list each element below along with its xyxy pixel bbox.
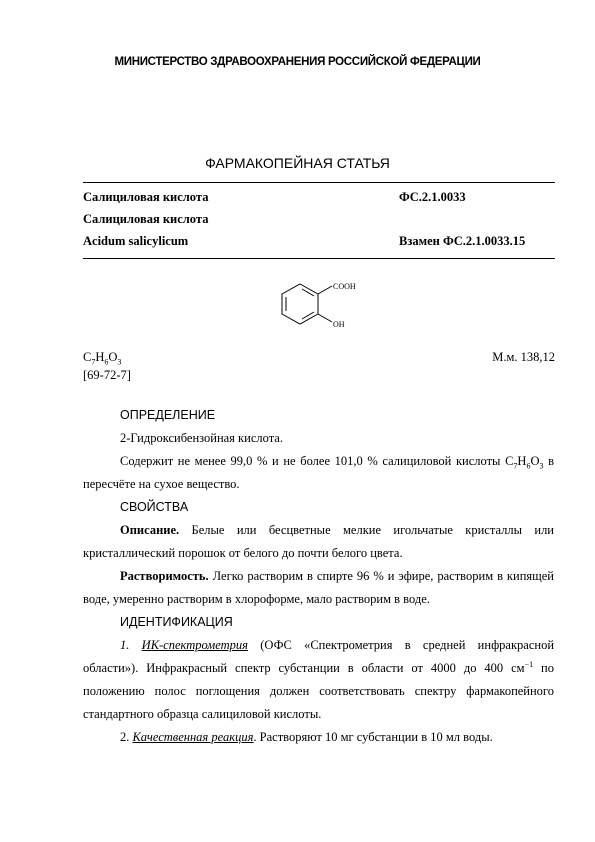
ir-label: ИК-спектрометрия xyxy=(141,638,248,652)
header-bottom-rule xyxy=(83,258,555,259)
description-label: Описание. xyxy=(120,523,180,537)
qualitative-paragraph xyxy=(83,726,554,749)
solubility-paragraph xyxy=(83,565,554,611)
content-text: Содержит не менее 99,0 % и не более 101,0 % салициловой кислоты xyxy=(120,454,501,468)
monograph-name-ru-2: Салициловая кислота xyxy=(83,212,209,226)
solubility-text: Легко растворим в спирте 96 % и эфире, растворим в кипящей воде, умеренно растворим в хлороформе, мало растворим в воде. xyxy=(83,569,554,606)
benzene-ring xyxy=(282,284,318,324)
ir-text: (ОФС «Спектрометрия в средней инфракрасной области»). Инфракрасный спектр субстанции в области от 4000 до 400 см xyxy=(83,638,555,675)
double-bond-1 xyxy=(302,289,314,296)
header-top-rule xyxy=(83,182,555,183)
molar-mass: М.м. 138,12 xyxy=(492,350,555,364)
monograph-replaces: Взамен ФС.2.1.0033.15 xyxy=(399,234,526,248)
solubility-label: Растворимость. xyxy=(120,569,209,583)
ir-paragraph xyxy=(83,634,554,726)
content-formula: $C_7H_6O_3$ xyxy=(505,454,544,471)
definition-heading: ОПРЕДЕЛЕНИЕ xyxy=(120,408,216,422)
monograph-name-ru: Салициловая кислота xyxy=(83,190,209,204)
description-paragraph xyxy=(83,519,554,565)
ministry-header: МИНИСТЕРСТВО ЗДРАВООХРАНЕНИЯ РОССИЙСКОЙ ФЕДЕРАЦИИ xyxy=(114,56,481,68)
structural-formula-diagram xyxy=(268,276,368,340)
description-text: Белые или бесцветные мелкие игольчатые кристаллы или кристаллический порошок от белого до почти белого цвета. xyxy=(83,523,554,560)
qual-text: . Растворяют 10 мг субстанции в 10 мл воды. xyxy=(253,730,493,744)
qual-number: 2. xyxy=(120,730,133,744)
identification-heading: ИДЕНТИФИКАЦИЯ xyxy=(120,615,233,629)
bond-oh xyxy=(318,314,332,322)
double-bond-2 xyxy=(302,312,314,319)
cas-number: [69-72-7] xyxy=(83,368,131,382)
ir-text-2: по положению полос поглощения должен соответствовать спектру фармакопейного стандартного образца салициловой кислоты. xyxy=(83,661,554,721)
document-title: ФАРМАКОПЕЙНАЯ СТАТЬЯ xyxy=(205,155,390,171)
content-tail: в пересчёте на сухое вещество. xyxy=(83,454,555,491)
ir-unit-exponent: −1 xyxy=(524,659,534,669)
content-paragraph xyxy=(83,450,554,496)
bond-cooh xyxy=(318,286,332,294)
qual-label: Качественная реакция xyxy=(132,730,254,744)
definition-text: 2-Гидроксибензойная кислота. xyxy=(120,431,283,445)
monograph-code: ФС.2.1.0033 xyxy=(399,190,466,204)
molecular-formula: $C_7H_6O_3$ xyxy=(83,350,122,367)
monograph-latin-name: Acidum salicylicum xyxy=(83,234,189,248)
monograph-body xyxy=(83,404,554,749)
cooh-label: COOH xyxy=(333,282,356,291)
oh-label: OH xyxy=(333,320,345,329)
properties-heading: СВОЙСТВА xyxy=(120,500,189,514)
ir-number: 1. xyxy=(120,638,142,652)
